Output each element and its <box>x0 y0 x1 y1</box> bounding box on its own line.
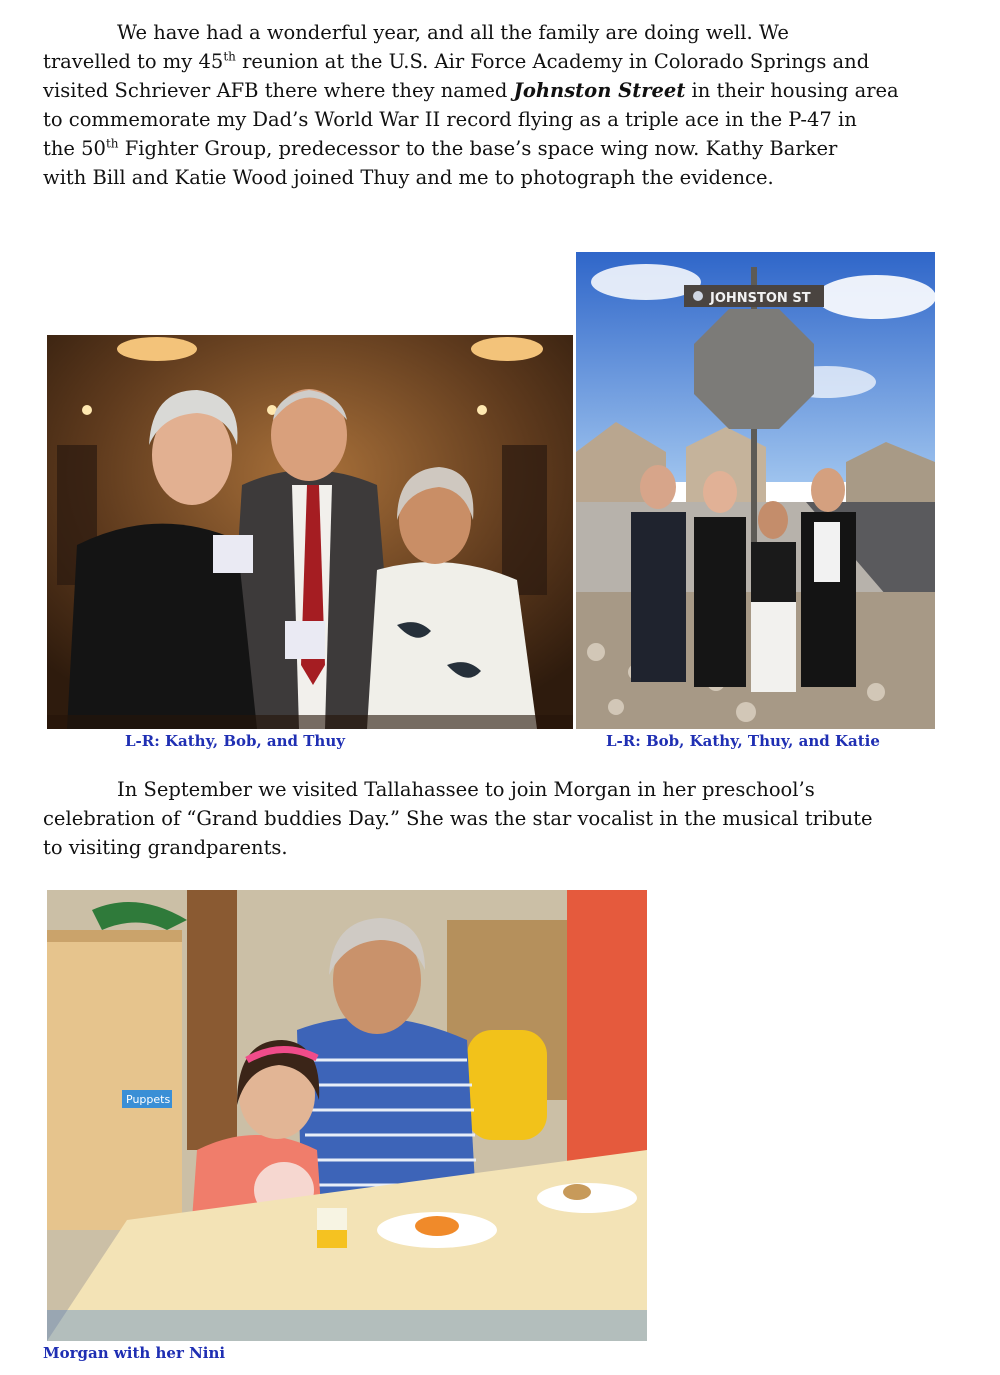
intro-line-3 <box>43 76 963 105</box>
intro-line-4: to commemorate my Dad’s World War II record flying as a triple ace in the P-47 in <box>43 108 857 131</box>
reunion-caption: L-R: Kathy, Bob, and Thuy <box>125 732 345 750</box>
intro-line-3a: visited Schriever AFB there where they named <box>43 79 514 102</box>
johnston-street-emphasis: Johnston Street <box>513 79 686 102</box>
september-paragraph <box>43 775 963 862</box>
street-caption: L-R: Bob, Kathy, Thuy, and Katie <box>606 732 880 750</box>
september-line-3: to visiting grandparents. <box>43 836 288 859</box>
intro-line-2 <box>43 47 963 76</box>
street-sign-photo-image <box>576 252 935 729</box>
street-sign-text: JOHNSTON ST <box>710 291 811 306</box>
reunion-photo <box>47 335 573 729</box>
intro-line-5 <box>43 134 963 163</box>
intro-line-2b: reunion at the U.S. Air Force Academy in Colorado Springs and <box>235 50 870 73</box>
preschool-photo <box>47 890 647 1341</box>
intro-paragraph <box>43 18 963 192</box>
superscript-th: th <box>105 136 119 151</box>
intro-line-1: We have had a wonderful year, and all the family are doing well. We <box>117 21 789 44</box>
reunion-photo-image <box>47 335 573 729</box>
intro-line-3b: in their housing area <box>685 79 899 102</box>
intro-line-5a: the 50 <box>43 137 106 160</box>
puppets-label: Puppets <box>126 1093 171 1106</box>
preschool-caption: Morgan with her Nini <box>43 1344 226 1362</box>
superscript-th: th <box>223 49 236 64</box>
september-line-2: celebration of “Grand buddies Day.” She was the star vocalist in the musical tribute <box>43 807 873 830</box>
september-line-1: In September we visited Tallahassee to join Morgan in her preschool’s <box>117 778 815 801</box>
intro-line-2a: travelled to my 45 <box>43 50 224 73</box>
intro-line-6: with Bill and Katie Wood joined Thuy and me to photograph the evidence. <box>43 166 774 189</box>
street-sign-photo <box>576 252 935 729</box>
intro-line-5b: Fighter Group, predecessor to the base’s space wing now. Kathy Barker <box>118 137 838 160</box>
preschool-photo-image <box>47 890 647 1341</box>
